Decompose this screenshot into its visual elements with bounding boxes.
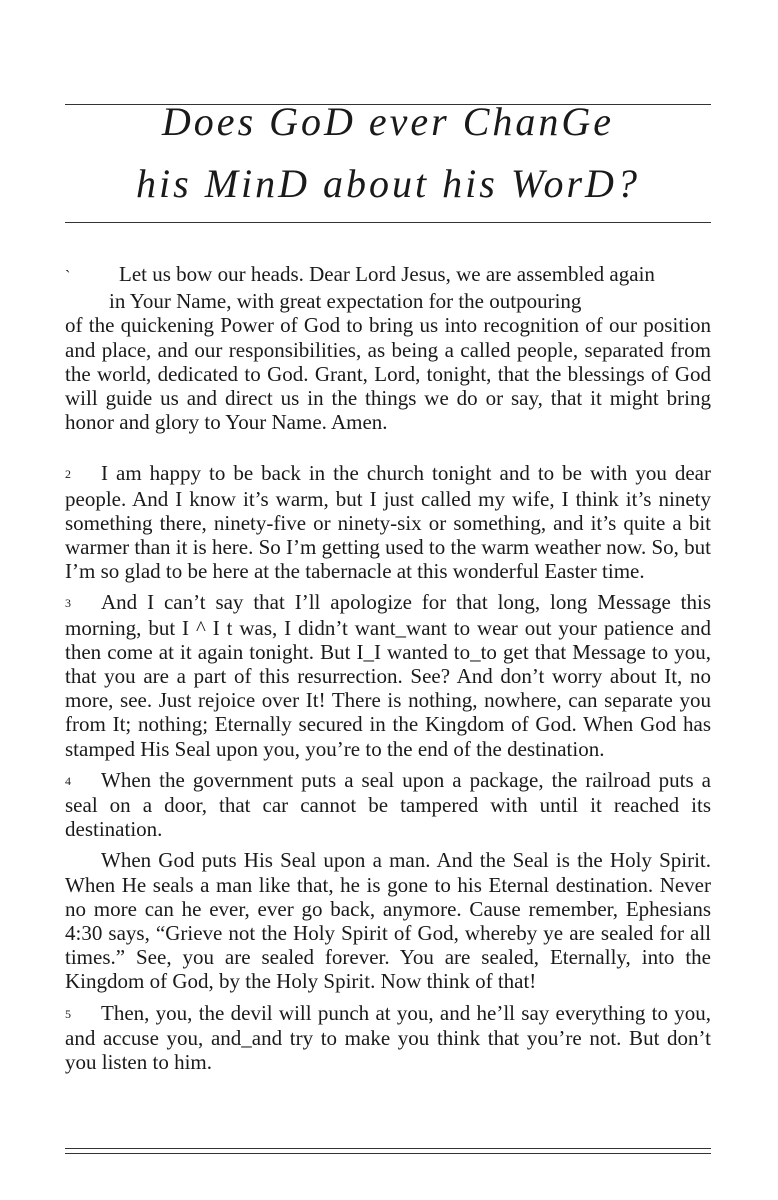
paragraph-1 [65,262,711,434]
paragraph-marker: ` [65,268,71,285]
paragraph-1-text-second: in Your Name, with great expectation for the outpouring [109,289,582,314]
header-bottom-rule [65,222,711,223]
paragraph-4b [65,848,711,993]
paragraph-number: 3 [65,596,71,611]
paragraph-5 [65,1001,711,1075]
paragraph-3 [65,590,711,760]
paragraph-4 [65,768,711,842]
page-title-line2: his MinD about his WorD? [136,161,640,206]
paragraph-number: 4 [65,773,71,788]
paragraph-number: 2 [65,467,71,482]
sermon-body [65,262,711,1074]
footer-rule-lower [65,1153,711,1154]
footer-rule-upper [65,1148,711,1149]
paragraph-2 [65,461,711,583]
paragraph-4-text: When the government puts a seal upon a package, the railroad puts a seal on a door, that car cannot be tampered with until it reached its destination. [65,767,711,842]
paragraph-4b-text: When God puts His Seal upon a man. And the Seal is the Holy Spirit. When He seals a man like that, he is gone to his Eternal destination. Never no more can he ever, ever go back, anymore. Cause remember, Ephesians 4:30 says, “Grieve not the Holy Spirit of God, whereby ye are sealed for all times.” See, you are sealed forever. You are sealed, Eternally, into the Kingdom of God, by the Holy Spirit. Now think of that! [65,848,711,994]
paragraph-2-text: I am happy to be back in the church tonight and to be with you dear people. And I know it’s warm, but I just called my wife, I think it’s ninety something there, ninety-five or ninety-six or something, and it’s quite a bit warmer than it is here. So I’m getting used to the warm weather now. So, but I’m so glad to be here at the tabernacle at this wonderful Easter time. [65,461,711,584]
page-title-line1: Does GoD ever ChanGe [161,99,615,144]
paragraph-1-text-rest: of the quickening Power of God to bring us into recognition of our position and place, and our responsibilities, as being a called people, separated from the world, dedicated to God. Grant, Lord, tonight, that the blessings of God will guide us and direct us in the things we do or say, that it might bring honor and glory to Your Name. Amen. [65,313,711,435]
paragraph-5-text: Then, you, the devil will punch at you, and he’ll say everything to you, and accuse you, and_and try to make you think that you’re not. But don’t you listen to him. [65,1000,711,1075]
paragraph-1-text-first: Let us bow our heads. Dear Lord Jesus, we are assembled again [119,262,655,286]
paragraph-number: 5 [65,1006,71,1021]
paragraph-3-text: And I can’t say that I’ll apologize for that long, long Message this morning, but I ^ I t was, I didn’t want_want to wear out your patience and then come at it again tonight. But I_I wanted to_to get that Message to you, that you are a part of this resurrection. See? And don’t worry about It, no more, see. Just rejoice over It! There is nothing, nowhere, can separate you from It; nothing; Eternally secured in the Kingdom of God. When God has stamped His Seal upon you, you’re to the end of the destination. [65,590,711,761]
